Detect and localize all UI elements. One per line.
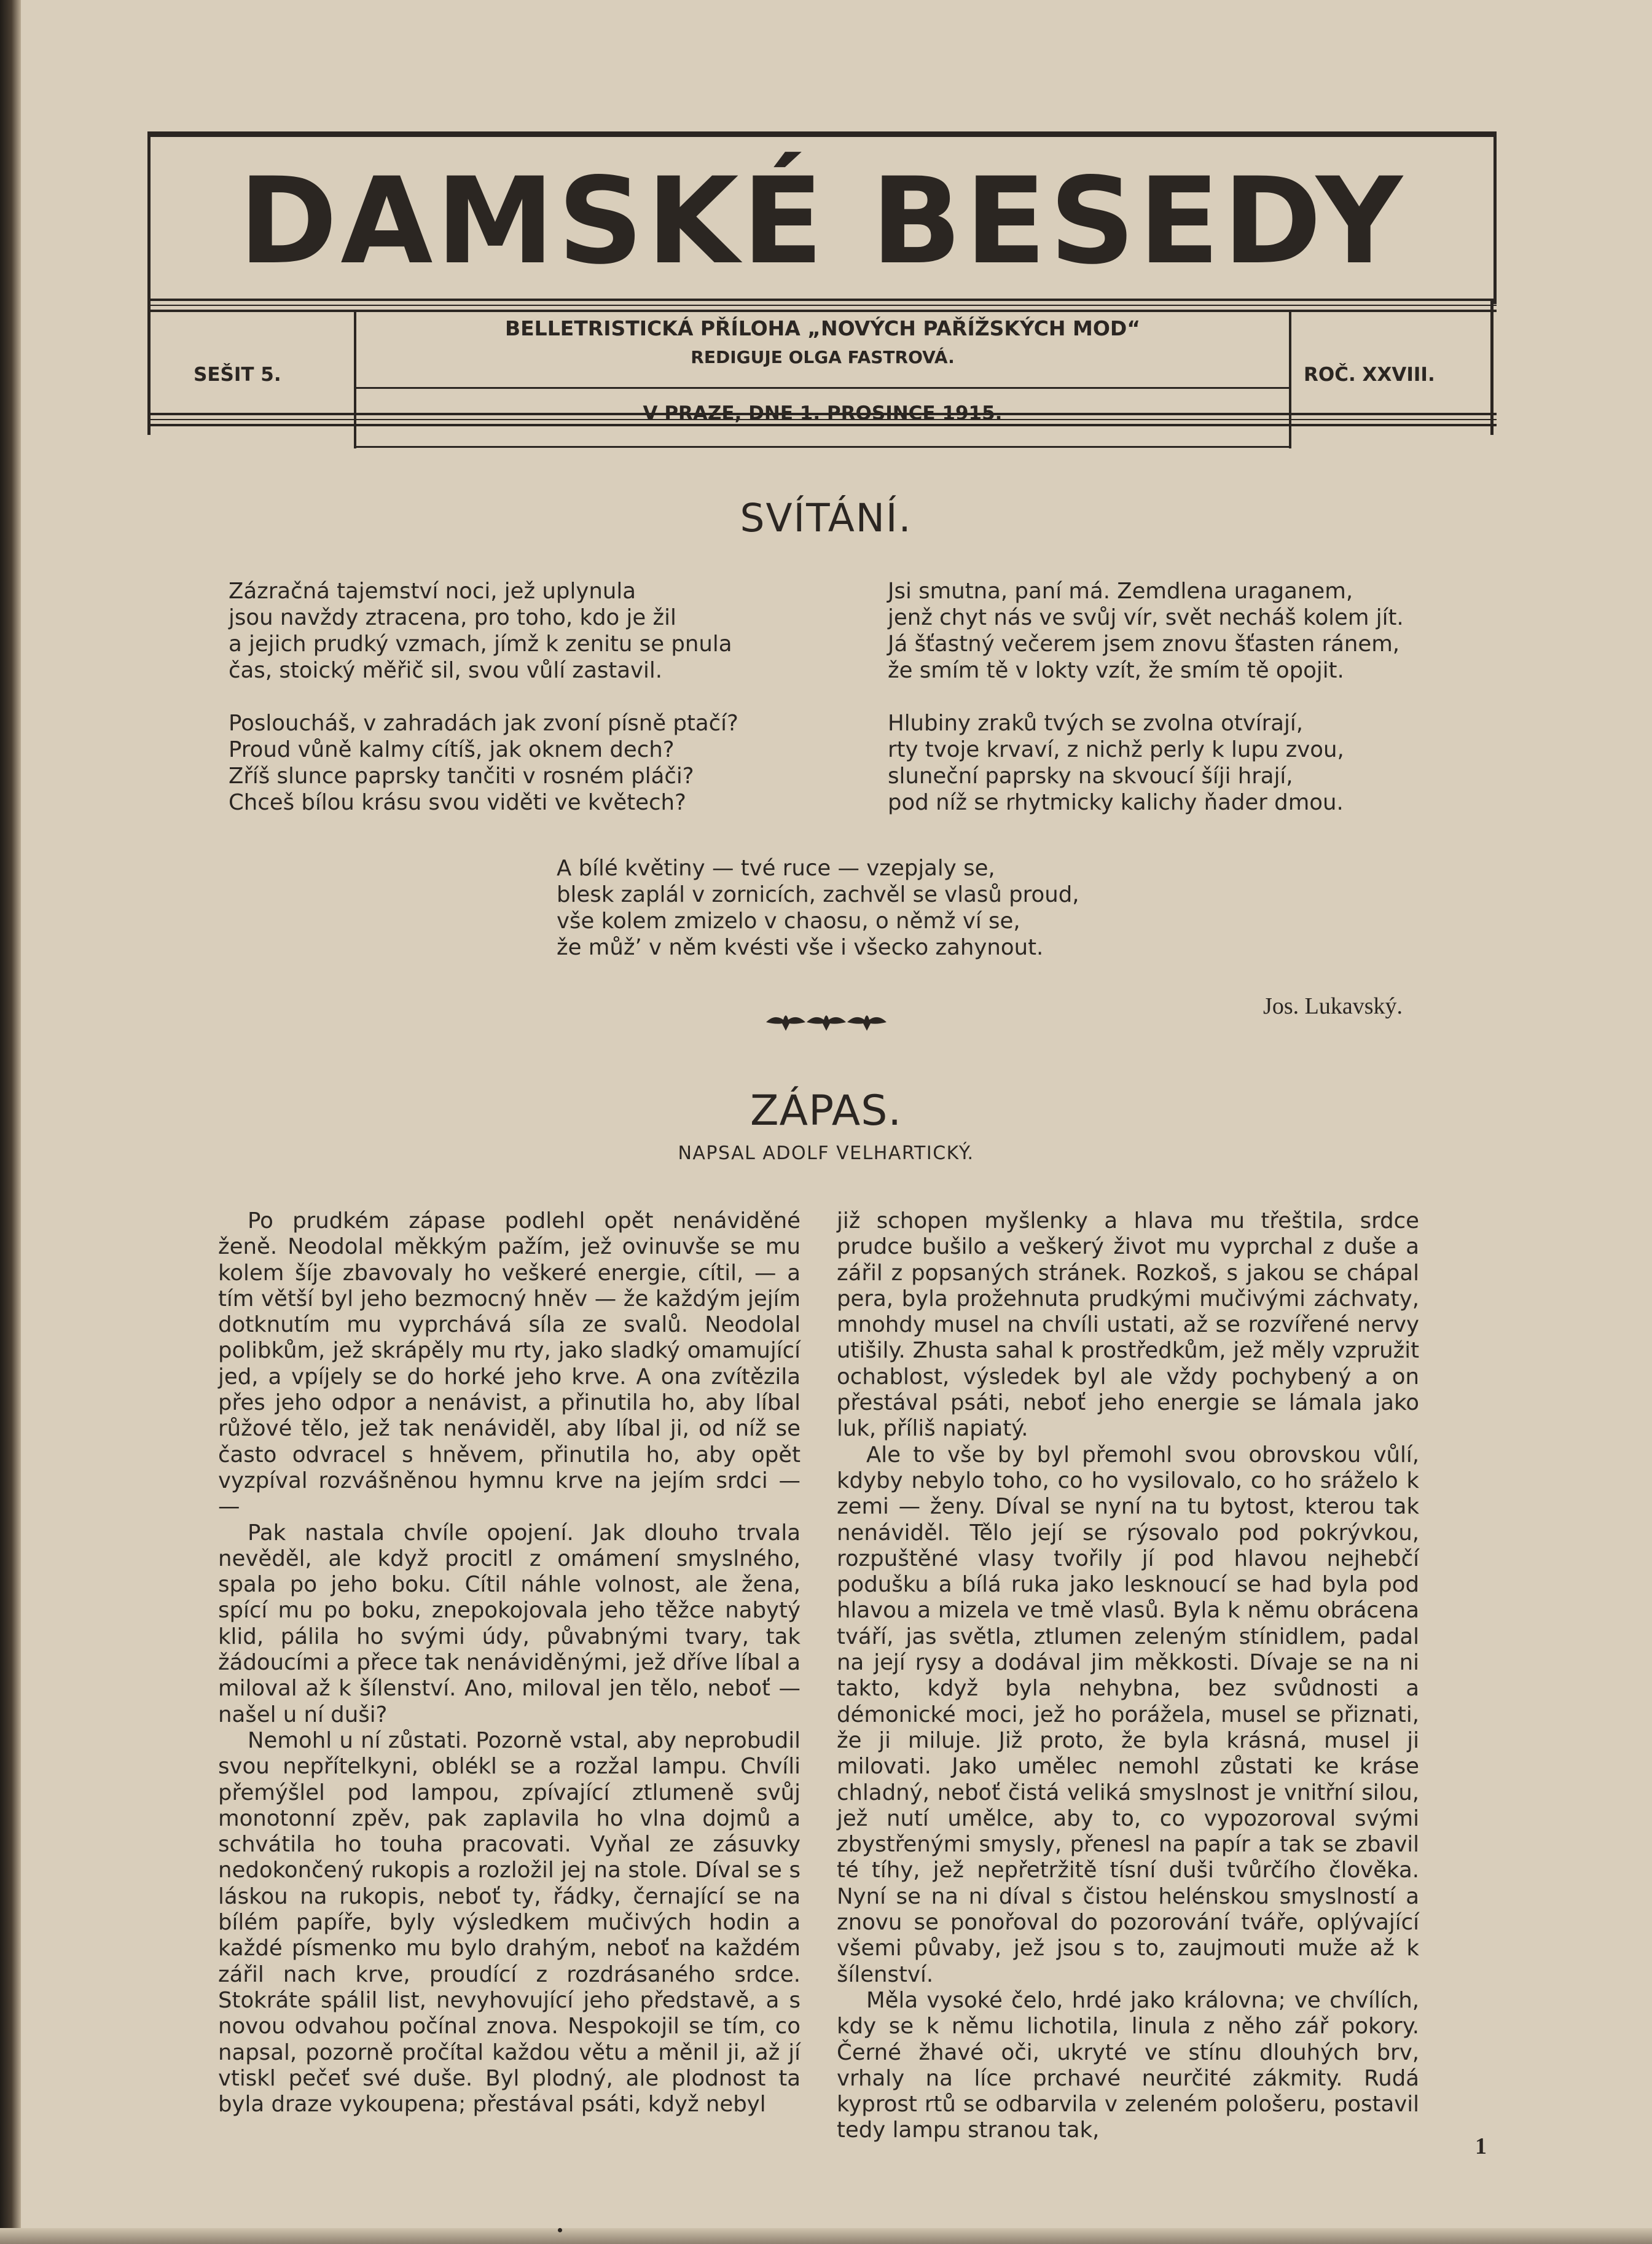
editor-line: REDIGUJE OLGA FASTROVÁ.: [691, 347, 955, 367]
stanza: [229, 710, 738, 816]
verse-line: že můž’ v něm kvésti vše i všecko zahynout.: [557, 935, 1044, 960]
verse-line: že smím tě v lokty vzít, že smím tě opojit.: [888, 658, 1344, 683]
rule: [147, 305, 1497, 306]
verse-line: rty tvoje krvaví, z nichž perly k lupu zvou,: [888, 737, 1344, 762]
ink-speck: [558, 2228, 562, 2232]
poem-center-stanza: [557, 855, 1079, 961]
page-number: 1: [1475, 2133, 1487, 2159]
poem-left-column: [229, 578, 738, 842]
story-byline: NAPSAL ADOLF VELHARTICKÝ.: [678, 1143, 974, 1164]
rule: [147, 310, 1497, 312]
paragraph: Měla vysoké čelo, hrdé jako královna; ve chvílích, kdy se k němu lichotila, linula z něho zář pokory. Černé žhavé oči, ukryté ve stínu dlouhých brv, vrhaly na líce prchavé neurčité zákmity. Rudá kyprost rtů se odbarvila v zeleném pološeru, postavil tedy lampu stranou tak,: [837, 1987, 1419, 2143]
magazine-title: DAMSKÉ BESEDY: [238, 152, 1406, 291]
paragraph: Ale to vše by byl přemohl svou obrovskou vůlí, kdyby nebylo toho, co ho vysilovalo, co ho sráželo k zemi — ženy. Díval se nyní na tu bytost, kterou tak nenáviděl. Tělo její se rýsovalo pod pokrývkou, rozpuštěné vlasy tvořily jí pod hlavou nejhebčí podušku a bílá ruka jako lesknoucí se had byla pod hlavou a mizela ve tmě vlasů. Byla k němu obrácena tváří, jas světla, ztlumen zeleným stínidlem, padal na její rysy a dodával jim měkkosti. Dívaje se na ni takto, když byla nehybna, bez svůdnosti a démonické moci, jež ho porážela, musel se přiznati, že ji miluje. Již proto, že byla krásná, musel ji milovati. Jako umělec nemohl zůstati ke kráse chladný, neboť čistá veliká smyslnost je vnitřní silou, jež nutí umělce, aby to, co vypozoroval svými zbystřenými smysly, přenesl na papír a tak se zbavil té tíhy, jež nepřetržitě tísní duši tvůrčího člověka. Nyní se na ni díval s čistou helénskou smyslností a znovu se ponořoval do pozorování tváře, oplývající všemi půvaby, jež jsou s to, zaujmouti muže až k šílenství.: [837, 1442, 1419, 1987]
paragraph: Pak nastala chvíle opojení. Jak dlouho trvala nevěděl, ale když procitl z omámení smyslného, spala po jeho boku. Cítil náhle volnost, ale žena, spící mu po boku, znepokojovala jeho těžce nabytý klid, pálila ho svými údy, půvabnými tvary, tak žádoucími a přece tak nenáviděnými, jež dříve líbal a miloval až k šílenství. Ano, miloval jen tělo, neboť — našel u ní duši?: [218, 1520, 801, 1727]
paragraph: Po prudkém zápase podlehl opět nenáviděné ženě. Neodolal měkkým pažím, jež ovinuvše se mu kolem šíje zbavovaly ho veškeré energie, cítil, — a tím větší byl jeho bezmocný hněv — že každým jejím dotknutím mu vyprchává síla ze svalů. Neodolal polibkům, jež skrápěly mu rty, jako sladký omamující jed, a vpíjely se do horké jeho krve. A ona zvítězila přes jeho odpor a nenávist, a přinutila ho, aby líbal růžové tělo, jež tak nenáviděl, aby líbal ji, od níž se často odvracel s hněvem, přinutila ho, aby opět vyzpíval rozvášněnou hymnu krve na jejím srdci — —: [218, 1208, 801, 1520]
verse-line: Já šťastný večerem jsem znovu šťasten ránem,: [888, 631, 1400, 657]
volume-number: ROČ. XXVIII.: [1304, 364, 1435, 386]
poem-author: Jos. Lukavský.: [1263, 993, 1403, 1019]
rule: [147, 299, 151, 435]
masthead: [147, 131, 1497, 445]
poem-right-column: [888, 578, 1404, 842]
page-bottom-edge: [0, 2228, 1652, 2244]
verse-line: Chceš bílou krásu svou viděti ve květech?: [229, 790, 686, 815]
stanza: [888, 578, 1404, 684]
verse-line: jsou navždy ztracena, pro toho, kdo je žil: [229, 605, 676, 630]
story-title: ZÁPAS.: [750, 1087, 902, 1135]
poem-title: SVÍTÁNÍ.: [740, 496, 912, 541]
story-left-column: [218, 1208, 801, 2117]
ornament-divider-icon: [765, 1009, 888, 1036]
verse-line: Posloucháš, v zahradách jak zvoní písně ptačí?: [229, 711, 738, 736]
masthead-frame: [147, 131, 1497, 304]
stanza: [888, 710, 1404, 816]
paragraph: již schopen myšlenky a hlava mu třeštila, srdce prudce bušilo a veškerý život mu vyprchal z duše a zářil z popsaných stránek. Rozkoš, s jakou se chápal pera, byla prožehnuta prudkými mučivými záchvaty, mnohdy musel na chvíli ustati, až se rozvířené nervy utišily. Zhusta sahal k prostředkům, jež měly vzpružit ochablost, výsledek byl ale vždy pochybený a on přestával psáti, neboť jeho energie se lámala jako luk, příliš napiatý.: [837, 1208, 1419, 1442]
verse-line: vše kolem zmizelo v chaosu, o němž ví se,: [557, 909, 1020, 934]
verse-line: blesk zaplál v zornicích, zachvěl se vlasů proud,: [557, 882, 1079, 907]
verse-line: sluneční paprsky na skvoucí šíji hrají,: [888, 764, 1293, 789]
verse-line: a jejich prudký vzmach, jímž k zenitu se pnula: [229, 631, 732, 657]
verse-line: Jsi smutna, paní má. Zemdlena uraganem,: [888, 579, 1353, 604]
verse-line: Hlubiny zraků tvých se zvolna otvírají,: [888, 711, 1303, 736]
subtitle: BELLETRISTICKÁ PŘÍLOHA „NOVÝCH PAŘÍŽSKÝCH MOD“: [504, 316, 1141, 340]
rule: [354, 446, 1291, 448]
rule: [147, 299, 1497, 301]
rule: [1490, 299, 1493, 435]
verse-line: A bílé květiny — tvé ruce — vzepjaly se,: [557, 856, 995, 881]
verse-line: Zázračná tajemství noci, jež uplynula: [229, 579, 636, 604]
story-right-column: [837, 1208, 1419, 2144]
paragraph: Nemohl u ní zůstati. Pozorně vstal, aby neprobudil svou nepřítelkyni, oblékl se a rozžal lampu. Chvíli přemýšlel pod lampou, zpívající ztlumeně svůj monotonní zpěv, pak zaplavila ho vlna dojmů a schvátila ho touha pracovati. Vyňal ze zásuvky nedokončený rukopis a rozložil jej na stole. Díval se s láskou na rukopis, neboť ty, řádky, černající se na bílém papíře, byly výsledkem mučivých hodin a každé písmenko mu bylo drahým, neboť na každém zářil nach krve, proudící z rozdrásaného srdce. Stokráte spálil list, nevyhovující jeho představě, a s novou odvahou počínal znova. Nespokojil se tím, co napsal, pozorně pročítal každou větu a měnil ji, až jí vtiskl pečeť své duše. Byl plodný, ale plodnost ta byla draze vykoupena; přestával psáti, když nebyl: [218, 1727, 801, 2117]
rule: [355, 387, 1291, 389]
verse-line: čas, stoický měřič sil, svou vůlí zastavil.: [229, 658, 663, 683]
stanza: [229, 578, 738, 684]
verse-line: pod níž se rhytmicky kalichy ňader dmou.: [888, 790, 1344, 815]
verse-line: Proud vůně kalmy cítíš, jak oknem dech?: [229, 737, 675, 762]
issue-number: SEŠIT 5.: [194, 364, 281, 386]
dateline: V PRAZE, DNE 1. PROSINCE 1915.: [643, 402, 1003, 424]
verse-line: Zříš slunce paprsky tančiti v rosném pláči?: [229, 764, 694, 789]
verse-line: jenž chyt nás ve svůj vír, svět necháš kolem jít.: [888, 605, 1404, 630]
